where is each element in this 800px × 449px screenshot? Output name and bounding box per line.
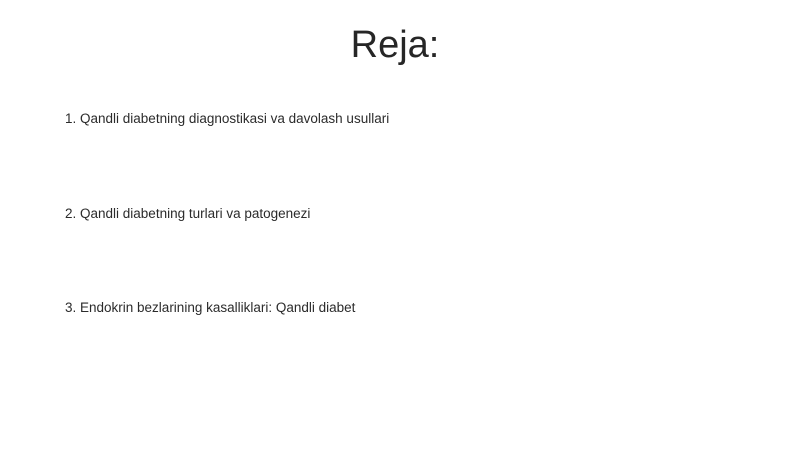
plan-item-3: 3. Endokrin bezlarining kasalliklari: Qandli diabet bbox=[65, 300, 356, 315]
plan-item-1: 1. Qandli diabetning diagnostikasi va davolash usullari bbox=[65, 111, 390, 126]
plan-item-2: 2. Qandli diabetning turlari va patogenezi bbox=[65, 206, 311, 221]
slide-title: Reja: bbox=[350, 24, 440, 66]
